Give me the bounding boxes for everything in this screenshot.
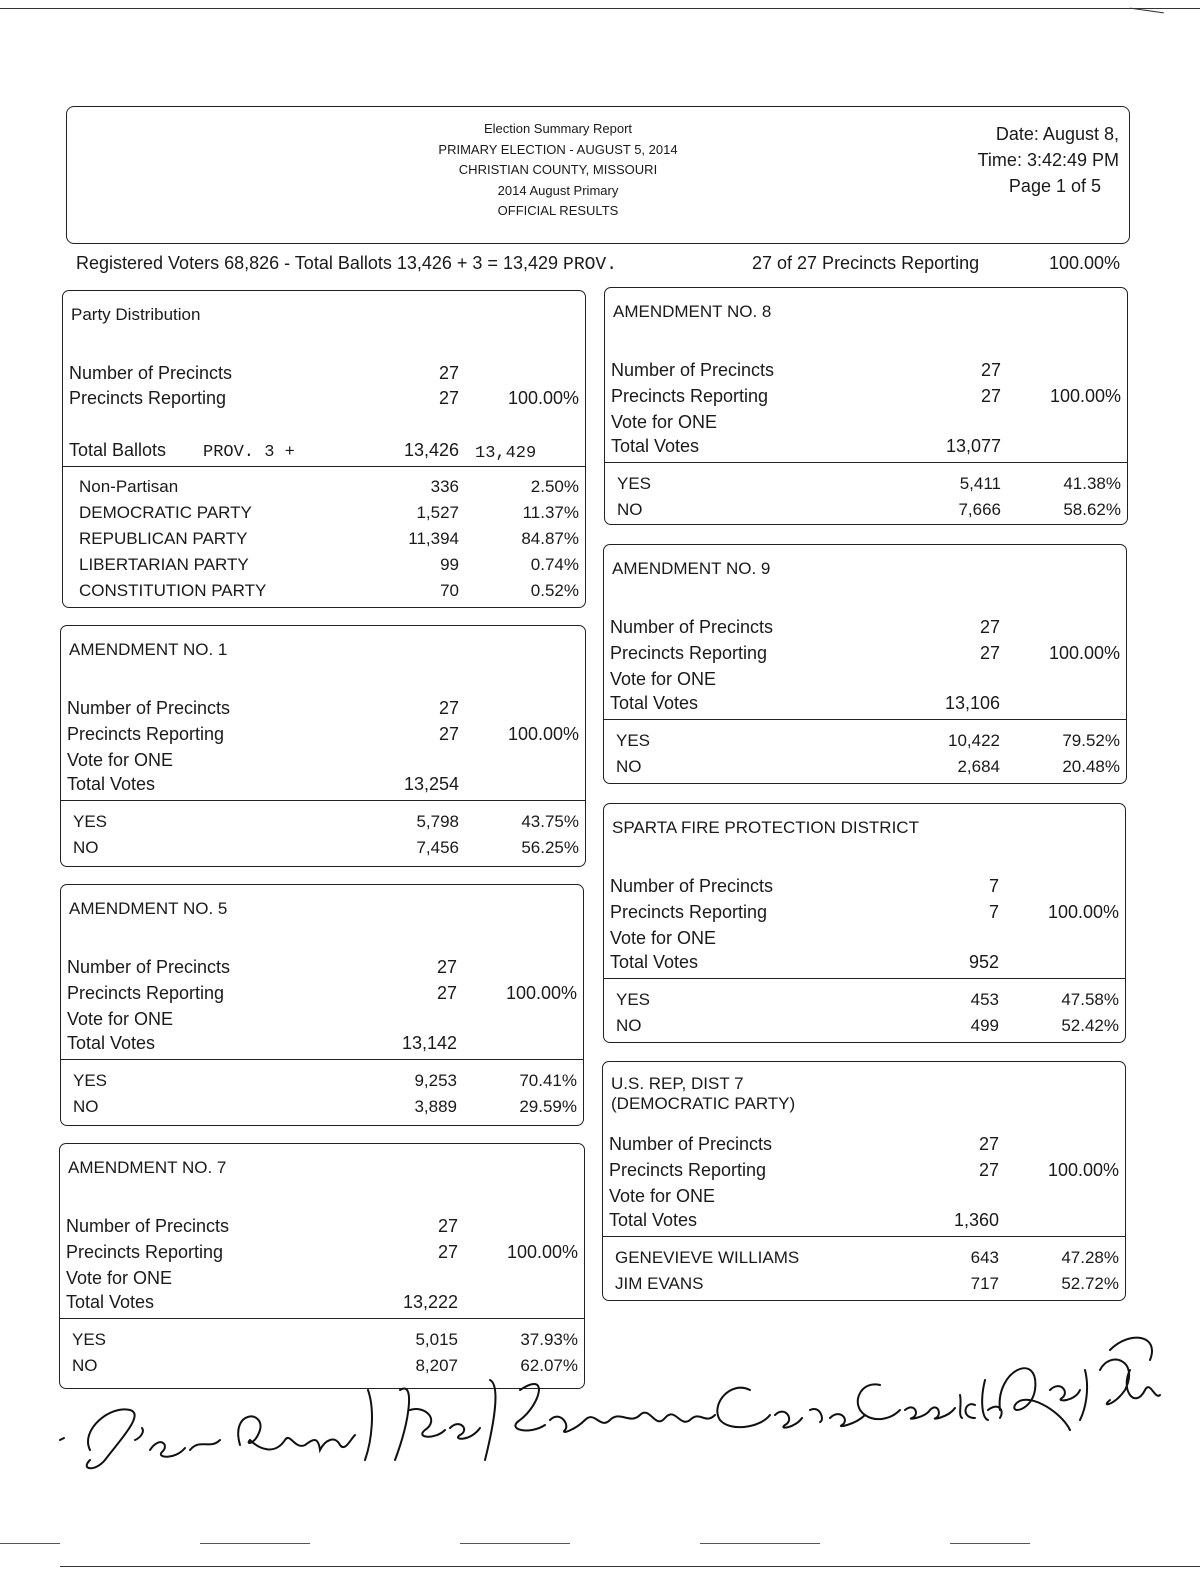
row-label: Precincts Reporting (611, 386, 769, 406)
row-label: Precincts Reporting (609, 1160, 767, 1180)
box-title: Party Distribution (71, 305, 201, 324)
row-label: Number of Precincts (66, 1216, 230, 1236)
result-value: 7,666 (958, 500, 1001, 519)
party-ballots: 99 (440, 555, 459, 574)
row-label: Total Votes (610, 693, 699, 713)
box-title (611, 1074, 795, 1114)
result-percent: 62.07% (520, 1356, 578, 1375)
scan-footer-dash (200, 1543, 310, 1544)
row-label: Precincts Reporting (610, 643, 768, 663)
num-precincts-row (67, 957, 577, 981)
row-value: 27 (436, 957, 457, 977)
row-value: 27 (438, 698, 459, 718)
row-value: 13,254 (403, 774, 459, 794)
result-percent: 41.38% (1063, 474, 1121, 493)
result-value: 2,684 (957, 757, 1000, 776)
row-value: 13,426 (403, 440, 459, 460)
handwritten-total: 13,429 (475, 444, 537, 463)
row-label: Total Votes (611, 436, 700, 456)
sparta-fire-district-box (603, 803, 1126, 1043)
party-row (69, 529, 579, 553)
row-percent: 100.00% (505, 983, 577, 1003)
scan-footer-dash (460, 1543, 570, 1544)
row-value: 952 (968, 952, 999, 972)
result-row (67, 1097, 577, 1121)
party-ballots: 11,394 (408, 529, 459, 548)
row-value: 27 (438, 388, 459, 408)
party-name: REPUBLICAN PARTY (79, 529, 248, 548)
result-percent: 70.41% (519, 1071, 577, 1090)
party-ballots: 70 (440, 581, 459, 600)
report-header (66, 106, 1130, 244)
box-title (69, 899, 227, 919)
row-value: 27 (978, 1160, 999, 1180)
box-title (68, 1158, 226, 1178)
row-value: 27 (436, 983, 457, 1003)
row-label: Vote for ONE (611, 412, 718, 432)
divider (63, 466, 585, 467)
total-votes-row (67, 1033, 577, 1057)
vote-for-row (611, 412, 1121, 436)
ballot-summary: Registered Voters 68,826 - Total Ballots 13,426 + 3 = 13,429 (76, 253, 559, 273)
row-label: Precincts Reporting (69, 388, 227, 408)
row-value: 7 (988, 902, 999, 922)
divider (61, 1059, 583, 1060)
precincts-reporting-row (611, 386, 1121, 410)
contest-title: AMENDMENT NO. 7 (68, 1158, 227, 1177)
row-label: Total Votes (67, 1033, 156, 1053)
precincts-reporting-row (610, 643, 1120, 667)
result-percent: 43.75% (521, 812, 579, 831)
row-label: Precincts Reporting (67, 724, 225, 744)
precincts-reporting-summary: 27 of 27 Precincts Reporting (752, 253, 980, 273)
official-signatures (50, 1310, 1180, 1500)
precincts-reporting-row (66, 1242, 578, 1266)
row-percent: 100.00% (1049, 386, 1121, 406)
row-label: Number of Precincts (67, 957, 231, 977)
result-label: GENEVIEVE WILLIAMS (615, 1248, 800, 1267)
row-percent: 100.00% (1047, 902, 1119, 922)
result-percent: 20.48% (1062, 757, 1120, 776)
amendment-5-box (60, 884, 584, 1126)
vote-for-row (66, 1268, 578, 1292)
party-row (69, 503, 579, 527)
row-value: 27 (438, 363, 459, 383)
precincts-reporting-row (69, 388, 579, 412)
party-row (69, 555, 579, 579)
report-time: Time: 3:42:49 PM (977, 150, 1119, 170)
row-label: Vote for ONE (609, 1186, 716, 1206)
party-percent: 11.37% (522, 503, 579, 522)
result-label: YES (73, 812, 108, 831)
total-votes-row (610, 693, 1120, 717)
num-precincts-row (66, 1216, 578, 1240)
row-percent: 100.00% (1047, 1160, 1119, 1180)
result-label: YES (72, 1330, 107, 1349)
contest-title: SPARTA FIRE PROTECTION DISTRICT (612, 818, 919, 837)
party-percent: 2.50% (530, 477, 579, 496)
row-label: Total Ballots (69, 440, 167, 460)
result-row (67, 838, 579, 862)
row-value: 7 (988, 876, 999, 896)
precincts-reporting-row (610, 902, 1119, 926)
result-percent: 56.25% (521, 838, 579, 857)
result-label: JIM EVANS (615, 1274, 704, 1293)
row-value: 27 (980, 386, 1001, 406)
party-ballots: 1,527 (416, 503, 459, 522)
result-label: YES (73, 1071, 108, 1090)
num-precincts-row (67, 698, 579, 722)
divider (605, 462, 1127, 463)
result-value: 717 (970, 1274, 999, 1293)
party-percent: 0.52% (530, 581, 579, 600)
row-value: 1,360 (953, 1210, 999, 1230)
contest-title: AMENDMENT NO. 9 (612, 559, 771, 578)
row-label: Vote for ONE (610, 669, 717, 689)
amendment-1-box (60, 625, 586, 867)
num-precincts-row (610, 876, 1119, 900)
row-value: 13,222 (402, 1292, 458, 1312)
result-value: 3,889 (414, 1097, 457, 1116)
precincts-reporting-row (67, 724, 579, 748)
num-precincts-row (610, 617, 1120, 641)
row-label: Number of Precincts (69, 363, 233, 383)
row-label: Total Votes (67, 774, 156, 794)
report-date: Date: August 8, (995, 124, 1119, 144)
vote-for-row (610, 928, 1119, 952)
row-value: 13,077 (945, 436, 1001, 456)
result-percent: 52.72% (1061, 1274, 1119, 1293)
row-label: Number of Precincts (609, 1134, 773, 1154)
result-label: NO (616, 757, 642, 776)
summary-line (76, 253, 1126, 275)
party-row (69, 477, 579, 501)
result-label: NO (617, 500, 643, 519)
result-label: NO (72, 1356, 98, 1375)
result-percent: 58.62% (1063, 500, 1121, 519)
row-label: Precincts Reporting (67, 983, 225, 1003)
row-value: 27 (979, 617, 1000, 637)
party-percent: 0.74% (530, 555, 579, 574)
contest-subtitle: (DEMOCRATIC PARTY) (611, 1094, 796, 1113)
row-value: 27 (979, 643, 1000, 663)
total-votes-row (611, 436, 1121, 460)
results-status: OFFICIAL RESULTS (497, 203, 619, 218)
prov-handwritten-note: PROV. 3 + (203, 443, 295, 462)
result-percent: 29.59% (519, 1097, 577, 1116)
signature-stroke-mark (60, 1438, 64, 1440)
vote-for-row (67, 750, 579, 774)
party-name: CONSTITUTION PARTY (79, 581, 267, 600)
row-label: Number of Precincts (67, 698, 231, 718)
scan-footer-dash (950, 1543, 1030, 1544)
party-row (69, 581, 579, 605)
precincts-reporting-row (609, 1160, 1119, 1184)
result-row (610, 1016, 1119, 1040)
amendment-8-box (604, 287, 1128, 525)
box-title (612, 818, 919, 838)
result-percent: 79.52% (1062, 731, 1120, 750)
county-name: CHRISTIAN COUNTY, MISSOURI (458, 162, 658, 177)
result-value: 7,456 (416, 838, 459, 857)
row-label: Number of Precincts (610, 617, 774, 637)
result-label: NO (616, 1016, 642, 1035)
result-label: NO (73, 1097, 99, 1116)
contest-title: U.S. REP, DIST 7 (611, 1074, 744, 1093)
contest-title: AMENDMENT NO. 1 (69, 640, 228, 659)
divider (604, 719, 1126, 720)
result-value: 5,015 (415, 1330, 458, 1349)
row-value: 27 (437, 1242, 458, 1262)
row-value: 27 (978, 1134, 999, 1154)
party-name: DEMOCRATIC PARTY (79, 503, 252, 522)
scan-footer-dash (700, 1543, 820, 1544)
result-value: 643 (970, 1248, 999, 1267)
result-percent: 47.28% (1061, 1248, 1119, 1267)
row-percent: 100.00% (507, 388, 579, 408)
result-row (67, 812, 579, 836)
scan-top-line (0, 8, 1200, 9)
row-label: Total Votes (610, 952, 699, 972)
divider (61, 800, 585, 801)
us-rep-dist7-box (602, 1061, 1126, 1301)
row-label: Precincts Reporting (66, 1242, 224, 1262)
vote-for-row (67, 1009, 577, 1033)
signature-carla-essick (717, 1380, 1001, 1428)
result-value: 5,411 (959, 474, 1001, 493)
result-value: 453 (970, 990, 999, 1009)
result-row (609, 1274, 1119, 1298)
row-label: Number of Precincts (610, 876, 774, 896)
result-row (610, 990, 1119, 1014)
result-percent: 37.93% (520, 1330, 578, 1349)
party-name: Non-Partisan (79, 477, 179, 496)
divider (603, 1236, 1125, 1237)
scan-bottom-line (60, 1566, 1200, 1567)
result-row (611, 474, 1121, 498)
row-label: Precincts Reporting (610, 902, 768, 922)
result-row (611, 500, 1121, 524)
total-ballots-row (69, 440, 579, 464)
row-label: Vote for ONE (66, 1268, 173, 1288)
num-precincts-row (609, 1134, 1119, 1158)
amendment-9-box (603, 544, 1127, 784)
scan-footer-dash (0, 1543, 60, 1544)
election-name: PRIMARY ELECTION - AUGUST 5, 2014 (438, 141, 678, 157)
row-percent: 100.00% (506, 1242, 578, 1262)
signature-lisa-russell (87, 1390, 372, 1468)
row-label: Vote for ONE (610, 928, 717, 948)
vote-for-row (609, 1186, 1119, 1210)
party-percent: 84.87% (521, 529, 579, 548)
signature-ronald-cole (1000, 1338, 1160, 1430)
report-meta (978, 121, 1119, 199)
page-number: Page 1 of 5 (1008, 176, 1101, 196)
box-title (612, 559, 770, 579)
num-precincts-row (69, 363, 579, 387)
row-percent: 100.00% (1048, 643, 1120, 663)
result-value: 10,422 (948, 731, 1000, 750)
total-votes-row (609, 1210, 1119, 1234)
row-label: Total Votes (609, 1210, 698, 1230)
contest-title: AMENDMENT NO. 8 (613, 302, 772, 321)
party-name: LIBERTARIAN PARTY (79, 555, 249, 574)
party-distribution-box (62, 290, 586, 608)
divider (604, 978, 1125, 979)
report-title: Election Summary Report (483, 121, 633, 136)
row-label: Vote for ONE (67, 1009, 174, 1029)
num-precincts-row (611, 360, 1121, 384)
signature-kea-graham (395, 1380, 715, 1460)
result-label: YES (617, 474, 652, 493)
row-value: 13,106 (944, 693, 1000, 713)
row-value: 27 (437, 1216, 458, 1236)
reporting-percent: 100.00% (1048, 253, 1120, 273)
result-row (67, 1071, 577, 1095)
result-row (609, 1248, 1119, 1272)
result-label: YES (616, 731, 651, 750)
contest-title: AMENDMENT NO. 5 (69, 899, 228, 918)
result-label: NO (73, 838, 99, 857)
result-value: 5,798 (416, 812, 459, 831)
precincts-reporting-row (67, 983, 577, 1007)
party-ballots: 336 (430, 477, 459, 496)
result-value: 9,253 (414, 1071, 457, 1090)
result-value: 499 (970, 1016, 999, 1035)
row-label: Total Votes (66, 1292, 155, 1312)
total-votes-row (67, 774, 579, 798)
row-label: Vote for ONE (67, 750, 174, 770)
result-row (610, 757, 1120, 781)
row-label: Number of Precincts (611, 360, 775, 380)
report-title-block (27, 119, 1089, 222)
row-value: 27 (980, 360, 1001, 380)
result-row (610, 731, 1120, 755)
result-label: YES (616, 990, 651, 1009)
result-percent: 47.58% (1061, 990, 1119, 1009)
prov-note: PROV. (563, 255, 618, 275)
box-title (613, 302, 771, 322)
vote-for-row (610, 669, 1120, 693)
row-value: 27 (438, 724, 459, 744)
result-value: 8,207 (415, 1356, 458, 1375)
total-votes-row (610, 952, 1119, 976)
election-label: 2014 August Primary (497, 182, 619, 198)
row-value: 13,142 (401, 1033, 457, 1053)
result-percent: 52.42% (1061, 1016, 1119, 1035)
row-percent: 100.00% (507, 724, 579, 744)
box-title (69, 640, 227, 660)
